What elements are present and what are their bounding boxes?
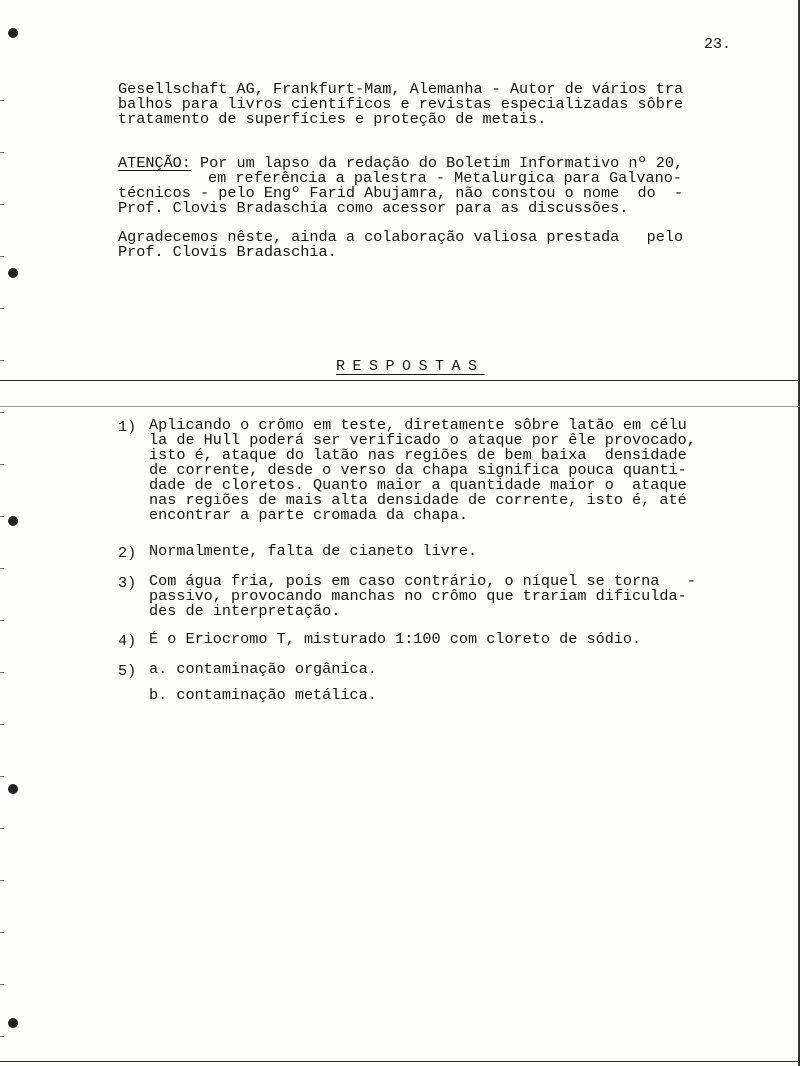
answer-line: É o Eriocromo T, misturado 1:100 com cloreto de sódio. bbox=[149, 630, 642, 648]
answer-line: Normalmente, falta de cianeto livre. bbox=[149, 542, 478, 560]
margin-tick bbox=[0, 412, 4, 413]
answer-line: b. contaminação metálica. bbox=[149, 686, 377, 704]
punch-hole-mark bbox=[8, 516, 18, 526]
answer-line: des de interpretação. bbox=[149, 602, 341, 620]
atencao-text: Por um lapso da redação do Boletim Informativo nº 20, bbox=[190, 154, 684, 172]
margin-tick bbox=[0, 152, 4, 153]
answer-line: de corrente, desde o verso da chapa significa pouca quanti- bbox=[149, 461, 687, 479]
margin-tick bbox=[0, 204, 4, 205]
answer-line: dade de cloretos. Quanto maior a quantidade maior o ataque bbox=[149, 476, 687, 494]
respostas-heading: RESPOSTAS bbox=[336, 358, 485, 375]
margin-tick bbox=[0, 984, 4, 985]
answer-number: 1) bbox=[118, 418, 137, 436]
answer-number: 5) bbox=[118, 662, 137, 680]
margin-tick bbox=[0, 880, 4, 881]
margin-tick bbox=[0, 724, 4, 725]
bottom-edge-line bbox=[0, 1061, 800, 1062]
margin-tick bbox=[0, 360, 4, 361]
punch-hole-mark bbox=[8, 1018, 18, 1028]
text-line: balhos para livros científicos e revistas especializadas sôbre bbox=[118, 95, 684, 113]
answer-line: encontrar a parte cromada da chapa. bbox=[149, 506, 468, 524]
margin-tick bbox=[0, 1036, 4, 1037]
answer-line: la de Hull poderá ser verificado o ataque por êle provocado, bbox=[149, 431, 696, 449]
punch-hole-mark bbox=[8, 784, 18, 794]
margin-tick bbox=[0, 308, 4, 309]
answer-line: Aplicando o crômo em teste, diretamente sôbre latão em célu bbox=[149, 416, 687, 434]
margin-tick bbox=[0, 568, 4, 569]
answer-line: a. contaminação orgânica. bbox=[149, 660, 377, 678]
margin-tick bbox=[0, 516, 4, 517]
text-line: tratamento de superfícies e proteção de metais. bbox=[118, 110, 547, 128]
margin-tick bbox=[0, 932, 4, 933]
answer-line: passivo, provocando manchas no crômo que trariam dificulda- bbox=[149, 587, 687, 605]
margin-tick bbox=[0, 828, 4, 829]
text-line: Gesellschaft AG, Frankfurt-Mam, Alemanha - Autor de vários tra bbox=[118, 80, 684, 98]
margin-tick bbox=[0, 776, 4, 777]
answer-number: 3) bbox=[118, 574, 137, 592]
text-line: em referência a palestra - Metalurgica para Galvano- bbox=[208, 169, 682, 187]
answer-number: 4) bbox=[118, 632, 137, 650]
fold-line-top bbox=[0, 380, 800, 381]
answer-line: isto é, ataque do latão nas regiões de bem baixa densidade bbox=[149, 446, 687, 464]
atencao-label: ATENÇÃO: bbox=[118, 154, 191, 172]
punch-hole-mark bbox=[8, 268, 18, 278]
answer-number: 2) bbox=[118, 544, 137, 562]
margin-tick bbox=[0, 256, 4, 257]
text-line: Prof. Clovis Bradaschia como acessor para as discussões. bbox=[118, 199, 629, 217]
answer-line: Com água fria, pois em caso contrário, o níquel se torna - bbox=[149, 572, 696, 590]
punch-hole-mark bbox=[8, 28, 18, 38]
text-line: Agradecemos nêste, ainda a colaboração valiosa prestada pelo bbox=[118, 228, 684, 246]
page-number: 23. bbox=[704, 36, 732, 53]
answer-line: nas regiões de mais alta densidade de corrente, isto é, até bbox=[149, 491, 687, 509]
text-line: técnicos - pelo Engº Farid Abujamra, não constou o nome do - bbox=[118, 184, 684, 202]
margin-tick bbox=[0, 672, 4, 673]
margin-tick bbox=[0, 620, 4, 621]
fold-line-bottom bbox=[0, 406, 800, 407]
text-line: Prof. Clovis Bradaschia. bbox=[118, 243, 337, 261]
margin-tick bbox=[0, 100, 4, 101]
margin-tick bbox=[0, 464, 4, 465]
